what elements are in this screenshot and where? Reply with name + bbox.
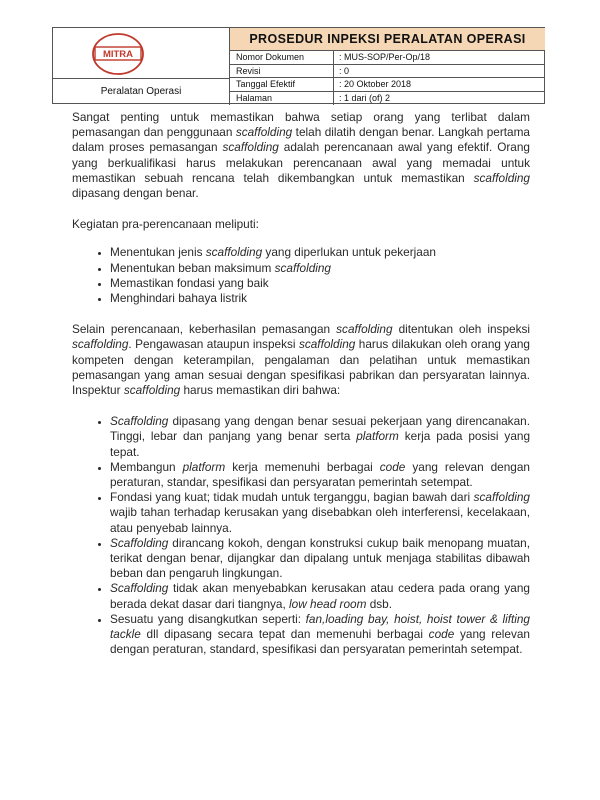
preplanning-heading: Kegiatan pra-perencanaan meliputi: (72, 217, 259, 232)
text-run: dsb. (366, 596, 393, 611)
italic-term: scaffolding (473, 490, 530, 505)
italic-term: scaffolding (235, 125, 293, 140)
meta-row-tanggal (230, 78, 545, 92)
meta-value: : MUS-SOP/Per-Op/18 (339, 52, 431, 62)
department-label: Peralatan Operasi (100, 86, 182, 97)
text-run: kerja memenuhi berbagai (225, 459, 380, 474)
logo-text: MITRA (102, 49, 134, 60)
text-run: . Pengawasan ataupun inspeksi (128, 337, 299, 352)
list-item (110, 490, 530, 536)
meta-row-halaman (230, 92, 545, 106)
text-run: harus memastikan diri bahwa: (180, 383, 341, 398)
text-run: Selain perencanaan, keberhasilan pemasangan (72, 322, 337, 337)
text-run: Memastikan fondasi yang baik (110, 275, 269, 290)
list-item (110, 276, 530, 291)
text-run: Membangun (110, 459, 183, 474)
meta-key: Tanggal Efektif (230, 78, 334, 91)
text-run: Menghindari bahaya listrik (110, 291, 248, 306)
italic-term: platform (182, 459, 226, 474)
italic-term: scaffolding (336, 322, 393, 337)
italic-term: scaffolding (205, 245, 263, 260)
italic-term: scaffolding (222, 140, 279, 155)
text-run: dipasang dengan benar. (72, 186, 199, 201)
text-run: Sangat penting untuk memastikan bahwa setiap orang yang terlibat dalam pemasangan dan penggunaan (72, 110, 530, 140)
meta-value: : 0 (339, 65, 350, 76)
text-run: telah dilatih dengan benar. Langkah pertama dalam proses pemasangan (72, 125, 530, 155)
meta-row-nomor (230, 51, 545, 65)
text-run: dipasang yang dengan benar sesuai pekerjaan yang direncanakan. Tinggi, lebar dan panjang yang benar serta (110, 414, 530, 444)
list-item (110, 612, 530, 658)
preplanning-list (72, 245, 530, 306)
document-title: PROSEDUR INPEKSI PERALATAN OPERASI (230, 28, 545, 51)
italic-term: fan,loading bay, hoist, hoist tower & lifting tackle (110, 611, 530, 642)
text-run: dirancang kokoh, dengan konstruksi cukup baik menopang muatan, terikat dengan benar, dijangkar dan dipalang untuk menjaga stabilitas dibawah beban dan pengaruh lingkungan. (110, 535, 530, 581)
document-header (52, 27, 545, 104)
italic-term: scaffolding (473, 170, 530, 185)
meta-key: Halaman (230, 92, 334, 106)
italic-term: Scaffolding (110, 581, 169, 596)
intro-paragraph (72, 110, 530, 201)
text-run: Sesuatu yang disangkutkan seperti: (110, 611, 306, 626)
text-run: yang diperlukan untuk pekerjaan (262, 245, 436, 260)
meta-key: Nomor Dokumen (230, 51, 334, 64)
logo-cell (53, 28, 230, 105)
italic-term: low head room (289, 596, 367, 611)
italic-term: platform (356, 429, 399, 444)
italic-term: scaffolding (72, 337, 129, 352)
document-body (72, 110, 530, 674)
list-item (110, 291, 530, 306)
mitra-logo (91, 32, 145, 76)
italic-term: scaffolding (123, 383, 181, 398)
text-run: Menentukan beban maksimum (110, 260, 275, 275)
italic-term: code (428, 627, 455, 642)
list-item (110, 460, 530, 490)
text-run: Fondasi yang kuat; tidak mudah untuk terganggu, bagian bawah dari (110, 490, 474, 505)
list-item (110, 581, 530, 611)
text-run: tidak akan menyebabkan kerusakan atau cedera pada orang yang berada dekat dasar dari tiangnya, (110, 581, 530, 611)
text-run: kerja pada posisi yang tepat. (110, 429, 531, 459)
meta-value: : 1 dari (of) 2 (339, 92, 391, 103)
inspection-checklist (72, 414, 530, 657)
text-run: yang relevan dengan peraturan, standar, spesifikasi dan persyaratan pemerintah setempat. (110, 459, 530, 490)
meta-value: : 20 Oktober 2018 (339, 79, 412, 89)
italic-term: Scaffolding (110, 535, 169, 550)
list-item (110, 261, 530, 276)
logo-area (53, 28, 229, 79)
list-item (110, 536, 530, 582)
italic-term: scaffolding (298, 337, 356, 352)
text-run: ditentukan oleh inspeksi (392, 322, 530, 337)
text-run: wajib tahan terhadap kerusakan yang disebabkan oleh interferensi, kecelakaan, atau penyebab lainnya. (110, 505, 530, 535)
list-item (110, 414, 530, 460)
text-run: yang relevan dengan peraturan, standard, spesifikasi dan persyaratan pemerintah setempat. (110, 627, 530, 657)
meta-key: Revisi (230, 65, 334, 78)
italic-term: Scaffolding (110, 414, 169, 429)
text-run: dll dipasang secara tepat dan memenuhi berbagai (140, 627, 429, 642)
text-run: harus dilakukan oleh orang yang kompeten dengan keterampilan, pengalaman dan pelatihan untuk memastikan pemasangan yang aman sesuai dengan spesifikasi pabrikan dan persyaratan lainnya. Inspektur (72, 337, 530, 398)
inspection-paragraph (72, 322, 530, 398)
text-run: Menentukan jenis (110, 245, 206, 260)
text-run: adalah perencanaan awal yang efektif. Orang yang berkualifikasi harus melakukan perencanaan awal yang memadai untuk memastikan sebuah rencana telah dikembangkan untuk memastikan (72, 140, 530, 185)
meta-row-revisi (230, 65, 545, 79)
italic-term: code (379, 459, 406, 474)
italic-term: scaffolding (274, 260, 331, 275)
list-item (110, 245, 530, 260)
